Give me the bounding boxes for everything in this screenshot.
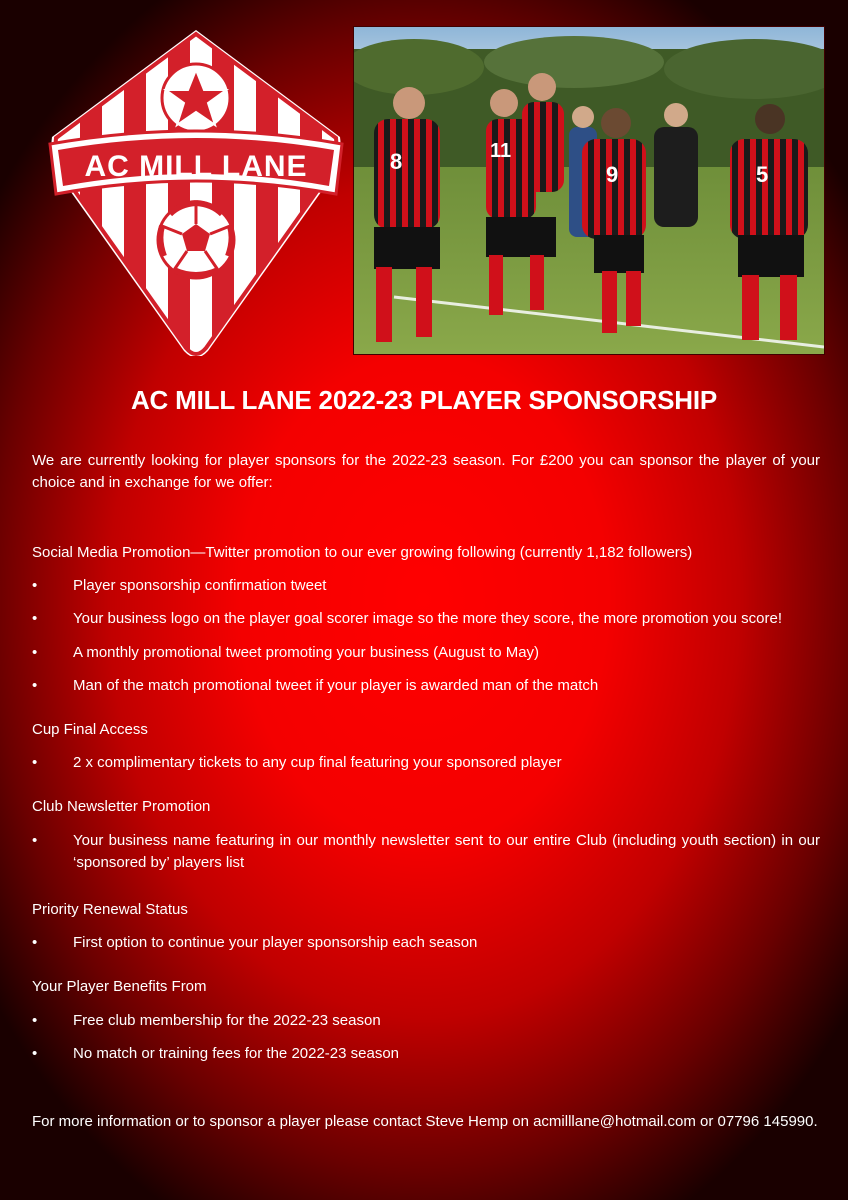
- bullet-icon: •: [32, 1045, 38, 1062]
- bullet-icon: •: [32, 644, 38, 661]
- shirt-number: 8: [390, 149, 403, 174]
- list-item: • A monthly promotional tweet promoting your business (August to May): [32, 642, 820, 664]
- team-celebration-photo: [353, 26, 825, 355]
- section-heading-priority-renewal: Priority Renewal Status: [32, 901, 188, 918]
- bullet-icon: •: [32, 577, 38, 594]
- club-crest-logo: [46, 26, 346, 356]
- crest-club-name: AC MILL LANE: [84, 150, 308, 183]
- section-heading-newsletter: Club Newsletter Promotion: [32, 798, 211, 815]
- bullet-icon: •: [32, 677, 38, 694]
- star-icon: [162, 64, 230, 132]
- intro-block: [32, 450, 820, 494]
- bullet-icon: •: [32, 610, 38, 627]
- list-item: • 2 x complimentary tickets to any cup final featuring your sponsored player: [32, 752, 820, 774]
- shirt-number: 5: [756, 162, 769, 187]
- contact-paragraph: For more information or to sponsor a player please contact Steve Hemp on acmilllane@hotmail.com or 07796 145990.: [32, 1113, 818, 1130]
- intro-paragraph: We are currently looking for player sponsors for the 2022-23 season. For £200 you can sponsor the player of your choice and in exchange for we offer:: [32, 452, 820, 491]
- list-item: • Your business name featuring in our monthly newsletter sent to our entire Club (including youth section) in our ‘sponsored by’ players list: [32, 832, 820, 871]
- bullet-icon: •: [32, 754, 38, 771]
- bullet-icon: •: [32, 934, 38, 951]
- section-heading-player-benefits: Your Player Benefits From: [32, 978, 207, 995]
- page-title: AC MILL LANE 2022-23 PLAYER SPONSORSHIP: [130, 385, 718, 415]
- section-heading-cup-final: Cup Final Access: [32, 721, 148, 738]
- football-icon: [158, 202, 234, 278]
- list-item: • Free club membership for the 2022-23 season: [32, 1010, 820, 1032]
- shirt-number: 9: [606, 162, 619, 187]
- section-heading-social-media: Social Media Promotion—Twitter promotion to our ever growing following (currently 1,182 followers): [32, 544, 693, 561]
- list-item: • Your business logo on the player goal scorer image so the more they score, the more promotion you score!: [32, 608, 820, 630]
- bullet-icon: •: [32, 1012, 38, 1029]
- list-item: • First option to continue your player sponsorship each season: [32, 932, 820, 954]
- list-item: • Player sponsorship confirmation tweet: [32, 575, 820, 597]
- list-item: • No match or training fees for the 2022-23 season: [32, 1043, 820, 1065]
- bullet-icon: •: [32, 832, 38, 849]
- list-item: • Man of the match promotional tweet if your player is awarded man of the match: [32, 675, 820, 697]
- shirt-number: 11: [490, 140, 512, 162]
